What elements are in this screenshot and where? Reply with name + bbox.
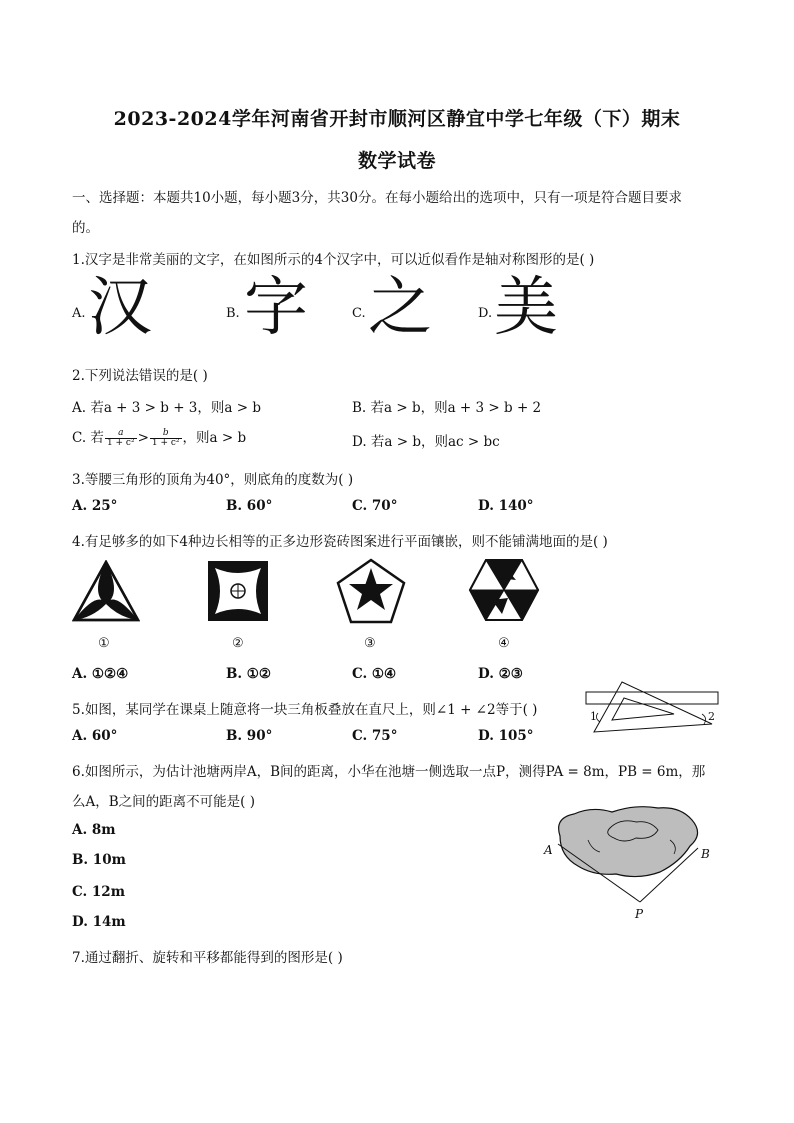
- q4-figure-1-triangle-tile: [72, 560, 140, 622]
- q5-option-b: B. 90°: [226, 728, 273, 744]
- section1-intro-line2: 的。: [72, 220, 99, 236]
- q5-figure-ruler-triangle: [584, 680, 724, 736]
- q4-figure-label-2: ②: [232, 636, 244, 651]
- q6-option-b: B. 10m: [72, 852, 126, 868]
- q2-option-c-gt: >: [137, 430, 149, 446]
- q6-point-a-label: A: [544, 843, 553, 857]
- q6-point-p-label: P: [635, 907, 644, 921]
- q5-stem: 5.如图，某同学在课桌上随意将一块三角板叠放在直尺上，则∠1 + ∠2等于( ): [72, 702, 538, 718]
- q1-option-c-char: 之: [368, 271, 432, 345]
- q6-figure-pond: [540, 800, 720, 922]
- q4-figure-label-4: ④: [498, 636, 510, 651]
- q1-option-b-label: B.: [226, 306, 240, 321]
- q1-option-a-char: 汉: [88, 271, 152, 345]
- q4-figure-2-square-tile: [207, 560, 269, 622]
- exam-title-line2: 数学试卷: [357, 150, 436, 172]
- q1-stem: 1.汉字是非常美丽的文字，在如图所示的4个汉字中，可以近似看作是轴对称图形的是( ): [72, 252, 595, 268]
- q7-stem: 7.通过翻折、旋转和平移都能得到的图形是( ): [72, 950, 343, 966]
- q4-figure-3-pentagon-tile: [336, 558, 406, 624]
- q3-option-a: A. 25°: [72, 498, 118, 514]
- q2-option-c-num1: a: [105, 429, 137, 439]
- exam-title-line1: 2023-2024学年河南省开封市顺河区静宜中学七年级（下）期末: [113, 108, 681, 130]
- q2-option-c: [72, 426, 246, 448]
- q2-option-c-fraction-1: [105, 429, 137, 449]
- q5-option-c: C. 75°: [352, 728, 398, 744]
- q6-option-c: C. 12m: [72, 884, 125, 900]
- q2-option-c-num2: b: [150, 429, 182, 439]
- q2-option-d: D. 若a > b，则ac > bc: [352, 434, 500, 450]
- q2-option-b: B. 若a > b，则a + 3 > b + 2: [352, 400, 542, 416]
- q2-option-c-prefix: C. 若: [72, 430, 104, 446]
- q4-stem: 4.有足够多的如下4种边长相等的正多边形瓷砖图案进行平面镶嵌，则不能铺满地面的是( ): [72, 534, 608, 550]
- q4-figure-label-1: ①: [98, 636, 110, 651]
- q2-option-c-fraction-2: [150, 429, 182, 449]
- q4-option-a: A. ①②④: [72, 666, 129, 682]
- q2-option-c-suffix: ，则a > b: [182, 430, 247, 446]
- q5-option-d: D. 105°: [478, 728, 534, 744]
- q4-figure-label-3: ③: [364, 636, 376, 651]
- q4-figure-4-hexagon-tile: [468, 558, 540, 622]
- q4-option-b: B. ①②: [226, 666, 272, 682]
- section1-intro-line1: 一、选择题：本题共10小题，每小题3分，共30分。在每小题给出的选项中，只有一项是符合题目要求: [72, 190, 682, 206]
- q5-option-a: A. 60°: [72, 728, 118, 744]
- q2-option-c-den2: 1 + c²: [151, 438, 180, 448]
- q2-stem: 2.下列说法错误的是( ): [72, 368, 208, 384]
- q2-option-a: A. 若a + 3 > b + 3，则a > b: [72, 400, 261, 416]
- q2-option-c-den1: 1 + c²: [106, 438, 135, 448]
- q1-option-b-char: 字: [244, 271, 308, 345]
- q4-option-d: D. ②③: [478, 666, 523, 682]
- q3-option-d: D. 140°: [478, 498, 534, 514]
- q5-angle-1-label: 1: [590, 710, 597, 723]
- q6-stem-line1: 6.如图所示，为估计池塘两岸A，B间的距离，小华在池塘一侧选取一点P，测得PA = 8m，PB = 6m，那: [72, 764, 706, 780]
- q6-option-a: A. 8m: [72, 822, 116, 838]
- q1-option-d-label: D.: [478, 306, 493, 321]
- q5-angle-2-label: 2: [708, 710, 715, 723]
- q6-point-b-label: B: [701, 847, 710, 861]
- q1-option-a-label: A.: [72, 306, 86, 321]
- q3-option-c: C. 70°: [352, 498, 398, 514]
- q6-option-d: D. 14m: [72, 914, 126, 930]
- q3-stem: 3.等腰三角形的顶角为40°，则底角的度数为( ): [72, 472, 354, 488]
- q4-option-c: C. ①④: [352, 666, 397, 682]
- q1-option-d-char: 美: [494, 271, 558, 345]
- q6-stem-line2: 么A，B之间的距离不可能是( ): [72, 794, 255, 810]
- q1-option-c-label: C.: [352, 306, 366, 321]
- q3-option-b: B. 60°: [226, 498, 273, 514]
